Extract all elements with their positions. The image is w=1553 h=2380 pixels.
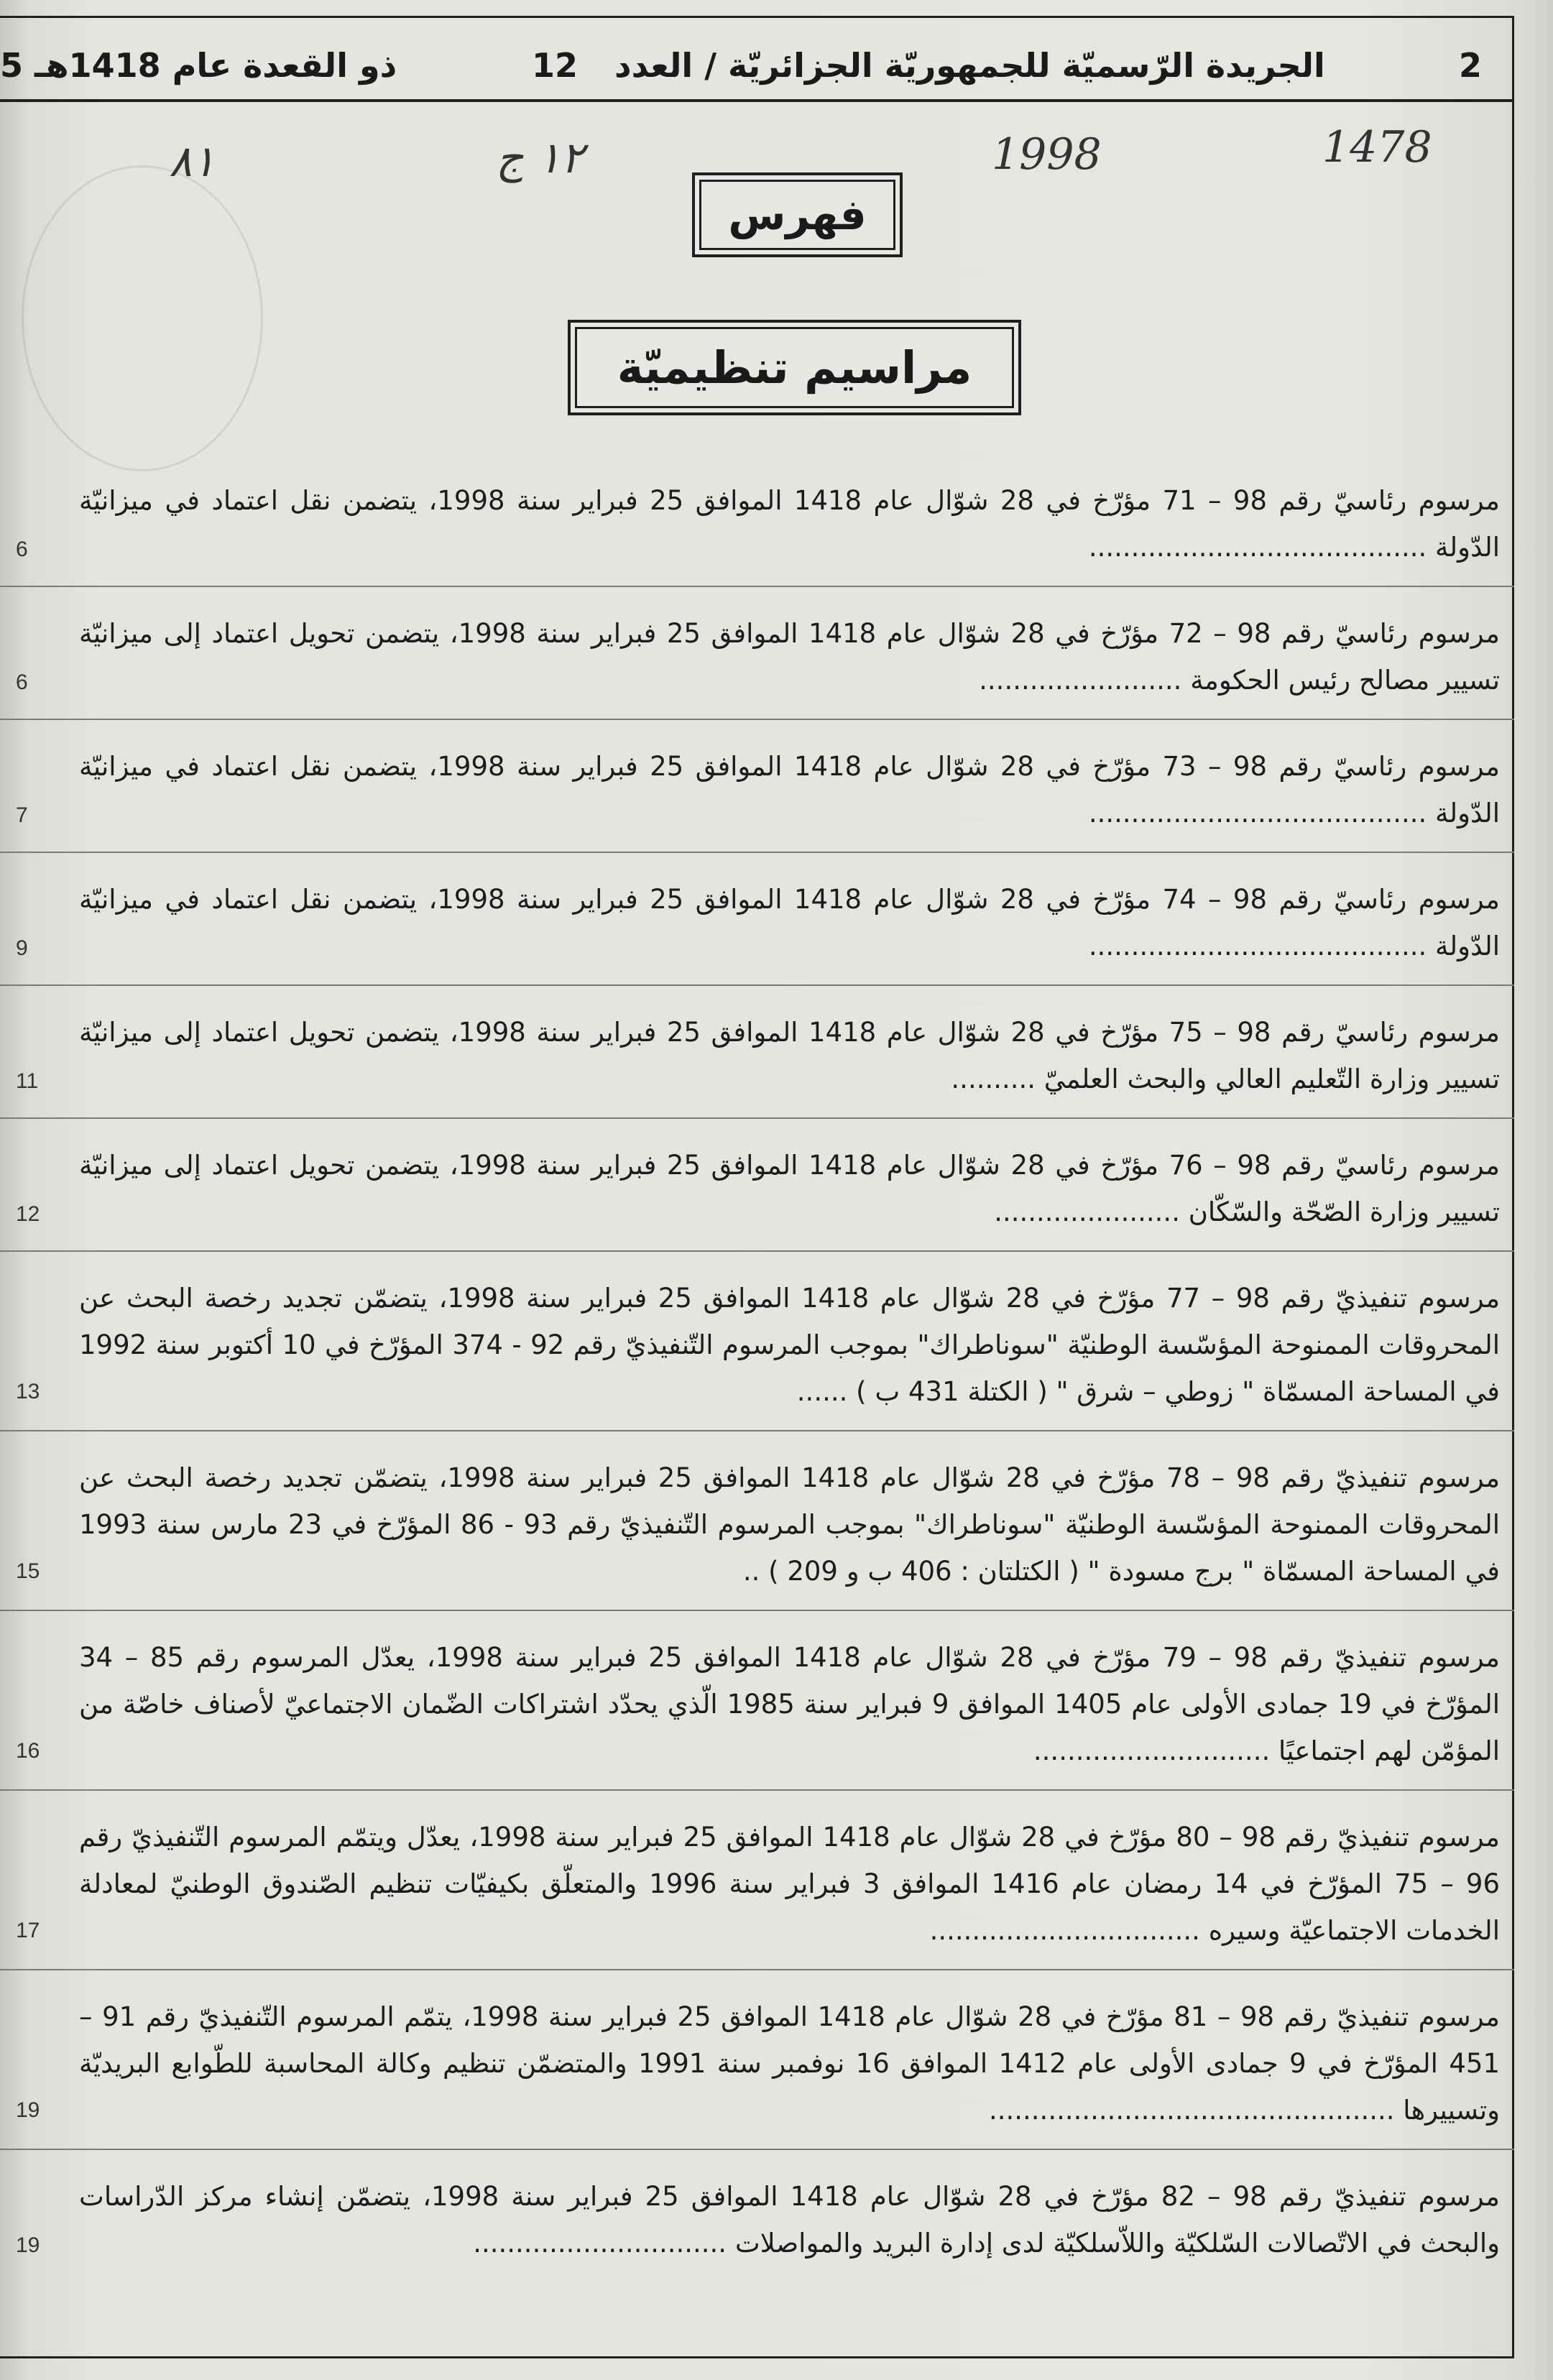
entry-text: مرسوم تنفيذيّ رقم 98 – 77 مؤرّخ في 28 شوّال عام 1418 الموافق 25 فبراير سنة 1998، يتضمّن تجديد رخصة البحث عن المحروقات الممنوحة المؤسّسة الوطنيّة "سوناطراك" بموجب المرسوم التّنفيذيّ رقم 92 - 374 المؤرّخ في 10 أكتوبر سنة 1992 في المساحة المسمّاة " زوطي – شرق " ( الكتلة 431 ب ) xyxy=(79,1283,1501,1407)
header-journal-title: الجريدة الرّسميّة للجمهوريّة الجزائريّة / العدد xyxy=(614,46,1325,85)
index-entry: مرسوم رئاسيّ رقم 98 – 76 مؤرّخ في 28 شوّال عام 1418 الموافق 25 فبراير سنة 1998، يتضمن تحويل اعتماد إلى ميزانيّة تسيير وزارة الصّحّة والسّكّان ...................... 12 xyxy=(0,1125,1514,1252)
index-entry: مرسوم تنفيذيّ رقم 98 – 82 مؤرّخ في 28 شوّال عام 1418 الموافق 25 فبراير سنة 1998، يتضمّن إنشاء مركز الدّراسات والبحث في الاتّصالات السّلكيّة واللاّسلكيّة لدى إدارة البريد والمواصلات .............................. 19 xyxy=(16,2181,1500,2259)
handwritten-note-left: ٨١ xyxy=(169,137,216,187)
entry-text: مرسوم رئاسيّ رقم 98 – 74 مؤرّخ في 28 شوّال عام 1418 الموافق 25 فبراير سنة 1998، يتضمن نقل اعتماد في ميزانيّة الدّولة xyxy=(79,884,1500,961)
entry-page-number: 19 xyxy=(16,2233,40,2257)
page-header xyxy=(0,16,1514,102)
section-title: مراسيم تنظيميّة xyxy=(568,320,1021,415)
handwritten-note-year: 1998 xyxy=(992,129,1102,180)
index-entry: مرسوم رئاسيّ رقم 98 – 75 مؤرّخ في 28 شوّال عام 1418 الموافق 25 فبراير سنة 1998، يتضمن تحويل اعتماد إلى ميزانيّة تسيير وزارة التّعليم العالي والبحث العلميّ .......... 11 xyxy=(0,992,1514,1119)
entry-text: مرسوم تنفيذيّ رقم 98 – 78 مؤرّخ في 28 شوّال عام 1418 الموافق 25 فبراير سنة 1998، يتضمّن تجديد رخصة البحث عن المحروقات الممنوحة المؤسّسة الوطنيّة "سوناطراك" بموجب المرسوم التّنفيذيّ رقم 93 - 86 المؤرّخ في 23 مارس سنة 1993 في المساحة المسمّاة " برج مسودة " ( الكتلتان : 406 ب و 209 ) xyxy=(79,1462,1501,1587)
index-entry: مرسوم تنفيذيّ رقم 98 – 79 مؤرّخ في 28 شوّال عام 1418 الموافق 25 فبراير سنة 1998، يعدّل المرسوم رقم 85 – 34 المؤرّخ في 19 جمادى الأولى عام 1405 الموافق 9 فبراير سنة 1985 الّذي يحدّد اشتراكات الضّمان الاجتماعيّ لأصناف خاصّة من المؤمّن لهم اجتماعيًا ............................ 16 xyxy=(0,1617,1514,1791)
index-entry: مرسوم رئاسيّ رقم 98 – 73 مؤرّخ في 28 شوّال عام 1418 الموافق 25 فبراير سنة 1998، يتضمن نقل اعتماد في ميزانيّة الدّولة ........................................ 7 xyxy=(0,726,1514,853)
entry-page-number: 19 xyxy=(16,2098,40,2122)
entry-text: مرسوم تنفيذيّ رقم 98 – 80 مؤرّخ في 28 شوّال عام 1418 الموافق 25 فبراير سنة 1998، يعدّل ويتمّم المرسوم التّنفيذيّ رقم 96 – 75 المؤرّخ في 14 رمضان عام 1416 الموافق 3 فبراير سنة 1996 والمتعلّق بكيفيّات تنظيم الصّندوق الوطنيّ لمعادلة الخدمات الاجتماعيّة وسيره xyxy=(79,1822,1500,1946)
index-entry: مرسوم تنفيذيّ رقم 98 – 80 مؤرّخ في 28 شوّال عام 1418 الموافق 25 فبراير سنة 1998، يعدّل ويتمّم المرسوم التّنفيذيّ رقم 96 – 75 المؤرّخ في 14 رمضان عام 1416 الموافق 3 فبراير سنة 1996 والمتعلّق بكيفيّات تنظيم الصّندوق الوطنيّ لمعادلة الخدمات الاجتماعيّة وسيره ................................ 17 xyxy=(0,1796,1514,1970)
entry-page-number: 16 xyxy=(16,1739,40,1763)
entry-text: مرسوم رئاسيّ رقم 98 – 72 مؤرّخ في 28 شوّال عام 1418 الموافق 25 فبراير سنة 1998، يتضمن تحويل اعتماد إلى ميزانيّة تسيير مصالح رئيس الحكومة xyxy=(79,618,1500,696)
header-page-number: 2 xyxy=(1458,46,1482,85)
entry-page-number: 9 xyxy=(16,936,28,960)
entry-page-number: 7 xyxy=(16,803,28,827)
entry-page-number: 6 xyxy=(16,538,28,561)
entry-page-number: 11 xyxy=(16,1069,39,1093)
entry-page-number: 15 xyxy=(16,1559,40,1583)
entry-page-number: 17 xyxy=(16,1919,40,1942)
index-entry: مرسوم رئاسيّ رقم 98 – 71 مؤرّخ في 28 شوّال عام 1418 الموافق 25 فبراير سنة 1998، يتضمن نقل اعتماد في ميزانيّة الدّولة ........................................ 6 xyxy=(0,460,1514,587)
index-title: فهرس xyxy=(692,172,903,257)
index-entry: مرسوم تنفيذيّ رقم 98 – 78 مؤرّخ في 28 شوّال عام 1418 الموافق 25 فبراير سنة 1998، يتضمّن تجديد رخصة البحث عن المحروقات الممنوحة المؤسّسة الوطنيّة "سوناطراك" بموجب المرسوم التّنفيذيّ رقم 93 - 86 المؤرّخ في 23 مارس سنة 1993 في المساحة المسمّاة " برج مسودة " ( الكتلتان : 406 ب و 209 ) .. 15 xyxy=(0,1437,1514,1611)
entry-text: مرسوم تنفيذيّ رقم 98 – 82 مؤرّخ في 28 شوّال عام 1418 الموافق 25 فبراير سنة 1998، يتضمّن إنشاء مركز الدّراسات والبحث في الاتّصالات السّلكيّة واللاّسلكيّة لدى إدارة البريد والمواصلات xyxy=(79,2181,1500,2259)
entry-text: مرسوم رئاسيّ رقم 98 – 75 مؤرّخ في 28 شوّال عام 1418 الموافق 25 فبراير سنة 1998، يتضمن تحويل اعتماد إلى ميزانيّة تسيير وزارة التّعليم العالي والبحث العلميّ xyxy=(79,1017,1500,1094)
entry-page-number: 6 xyxy=(16,670,28,694)
entry-page-number: 13 xyxy=(16,1380,40,1403)
index-entry: مرسوم رئاسيّ رقم 98 – 72 مؤرّخ في 28 شوّال عام 1418 الموافق 25 فبراير سنة 1998، يتضمن تحويل اعتماد إلى ميزانيّة تسيير مصالح رئيس الحكومة ........................ 6 xyxy=(0,593,1514,720)
index-entry: مرسوم تنفيذيّ رقم 98 – 77 مؤرّخ في 28 شوّال عام 1418 الموافق 25 فبراير سنة 1998، يتضمّن تجديد رخصة البحث عن المحروقات الممنوحة المؤسّسة الوطنيّة "سوناطراك" بموجب المرسوم التّنفيذيّ رقم 92 - 374 المؤرّخ في 10 أكتوبر سنة 1992 في المساحة المسمّاة " زوطي – شرق " ( الكتلة 431 ب ) ...... 13 xyxy=(0,1258,1514,1431)
entry-text: مرسوم تنفيذيّ رقم 98 – 81 مؤرّخ في 28 شوّال عام 1418 الموافق 25 فبراير سنة 1998، يتمّم المرسوم التّنفيذيّ رقم 91 – 451 المؤرّخ في 9 جمادى الأولى عام 1412 الموافق 16 نوفمبر سنة 1991 والمتضمّن تنظيم وكالة المحاسبة للطّوابع البريديّة وتسييرها xyxy=(79,2001,1501,2126)
header-date: 5 ذو القعدة عام 1418هـ xyxy=(0,46,397,85)
entry-text: مرسوم تنفيذيّ رقم 98 – 79 مؤرّخ في 28 شوّال عام 1418 الموافق 25 فبراير سنة 1998، يعدّل المرسوم رقم 85 – 34 المؤرّخ في 19 جمادى الأولى عام 1405 الموافق 9 فبراير سنة 1985 الّذي يحدّد اشتراكات الضّمان الاجتماعيّ لأصناف خاصّة من المؤمّن لهم اجتماعيًا xyxy=(79,1642,1500,1766)
entry-page-number: 12 xyxy=(16,1202,40,1226)
header-issue-number: 12 xyxy=(532,46,579,85)
entry-text: مرسوم رئاسيّ رقم 98 – 71 مؤرّخ في 28 شوّال عام 1418 الموافق 25 فبراير سنة 1998، يتضمن نقل اعتماد في ميزانيّة الدّولة xyxy=(79,485,1500,563)
handwritten-note-code: 1478 xyxy=(1322,122,1432,172)
index-entry: مرسوم تنفيذيّ رقم 98 – 81 مؤرّخ في 28 شوّال عام 1418 الموافق 25 فبراير سنة 1998، يتمّم المرسوم التّنفيذيّ رقم 91 – 451 المؤرّخ في 9 جمادى الأولى عام 1412 الموافق 16 نوفمبر سنة 1991 والمتضمّن تنظيم وكالة المحاسبة للطّوابع البريديّة وتسييرها ................................................ 19 xyxy=(0,1976,1514,2150)
index-entry: مرسوم رئاسيّ رقم 98 – 74 مؤرّخ في 28 شوّال عام 1418 الموافق 25 فبراير سنة 1998، يتضمن نقل اعتماد في ميزانيّة الدّولة ........................................ 9 xyxy=(0,859,1514,986)
entry-text: مرسوم رئاسيّ رقم 98 – 73 مؤرّخ في 28 شوّال عام 1418 الموافق 25 فبراير سنة 1998، يتضمن نقل اعتماد في ميزانيّة الدّولة xyxy=(79,751,1500,829)
entry-text: مرسوم رئاسيّ رقم 98 – 76 مؤرّخ في 28 شوّال عام 1418 الموافق 25 فبراير سنة 1998، يتضمن تحويل اعتماد إلى ميزانيّة تسيير وزارة الصّحّة والسّكّان xyxy=(79,1150,1500,1227)
handwritten-note-mid: ١٢ ج xyxy=(496,133,584,183)
